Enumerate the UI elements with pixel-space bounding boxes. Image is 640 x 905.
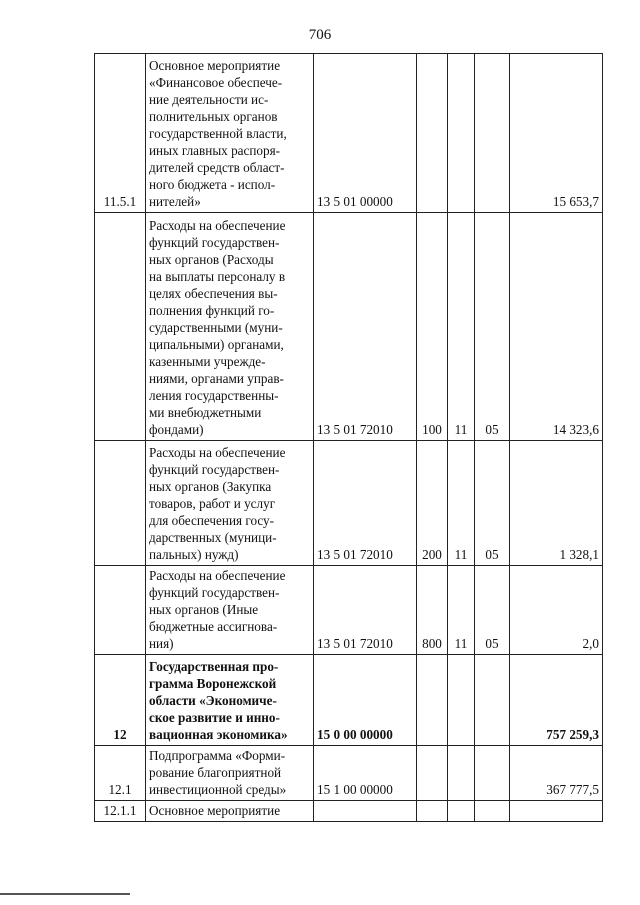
table-row xyxy=(95,746,603,801)
row-name: Основное мероприятие «Финансовое обеспече- ние деятельности ис- полнительных органов государственной власти, иных главных распоря- дителей средств област- ного бюджета - испол- нителей» xyxy=(146,54,314,213)
section-code: 11 xyxy=(448,441,475,566)
row-name: Государственная про- грамма Воронежской области «Экономиче- ское развитие и инно- вационная экономика» xyxy=(146,655,314,746)
table-row xyxy=(95,655,603,746)
target-article-code: 15 1 00 00000 xyxy=(314,746,417,801)
row-number xyxy=(95,213,146,441)
row-name: Расходы на обеспечение функций государствен- ных органов (Иные бюджетные ассигнова- ния) xyxy=(146,566,314,655)
target-article-code xyxy=(314,801,417,822)
section-code xyxy=(448,746,475,801)
target-article-code: 13 5 01 00000 xyxy=(314,54,417,213)
target-article-code: 13 5 01 72010 xyxy=(314,213,417,441)
expense-type: 200 xyxy=(417,441,448,566)
target-article-code: 13 5 01 72010 xyxy=(314,566,417,655)
section-code: 11 xyxy=(448,566,475,655)
row-name: Основное мероприятие xyxy=(146,801,314,822)
row-name: Расходы на обеспечение функций государствен- ных органов (Закупка товаров, работ и услуг для обеспечения госу- дарственных (муници- пальных) нужд) xyxy=(146,441,314,566)
section-code: 11 xyxy=(448,213,475,441)
section-code xyxy=(448,801,475,822)
budget-table xyxy=(94,53,603,822)
subsection-code xyxy=(475,746,510,801)
subsection-code xyxy=(475,655,510,746)
expense-type xyxy=(417,746,448,801)
subsection-code: 05 xyxy=(475,566,510,655)
subsection-code xyxy=(475,801,510,822)
expense-type xyxy=(417,54,448,213)
row-number: 12.1 xyxy=(95,746,146,801)
row-number: 12.1.1 xyxy=(95,801,146,822)
amount: 2,0 xyxy=(510,566,603,655)
expense-type xyxy=(417,655,448,746)
scan-edge-mark xyxy=(0,893,130,895)
table-row xyxy=(95,801,603,822)
page-number: 706 xyxy=(308,27,332,43)
row-number xyxy=(95,441,146,566)
expense-type: 800 xyxy=(417,566,448,655)
section-code xyxy=(448,655,475,746)
budget-table-body xyxy=(95,54,603,822)
row-name: Подпрограмма «Форми- рование благоприятной инвестиционной среды» xyxy=(146,746,314,801)
section-code xyxy=(448,54,475,213)
table-row xyxy=(95,566,603,655)
amount: 1 328,1 xyxy=(510,441,603,566)
amount: 14 323,6 xyxy=(510,213,603,441)
target-article-code: 13 5 01 72010 xyxy=(314,441,417,566)
row-number: 12 xyxy=(95,655,146,746)
subsection-code xyxy=(475,54,510,213)
amount: 367 777,5 xyxy=(510,746,603,801)
amount xyxy=(510,801,603,822)
expense-type: 100 xyxy=(417,213,448,441)
row-name: Расходы на обеспечение функций государствен- ных органов (Расходы на выплаты персоналу в целях обеспечения вы- полнения функций го- сударственными (муни- ципальными) органами, казенными учрежде- ниями, органами управ- ления государственны- ми внебюджетными фондами) xyxy=(146,213,314,441)
subsection-code: 05 xyxy=(475,213,510,441)
expense-type xyxy=(417,801,448,822)
target-article-code: 15 0 00 00000 xyxy=(314,655,417,746)
subsection-code: 05 xyxy=(475,441,510,566)
row-number xyxy=(95,566,146,655)
amount: 757 259,3 xyxy=(510,655,603,746)
table-row xyxy=(95,213,603,441)
amount: 15 653,7 xyxy=(510,54,603,213)
row-number: 11.5.1 xyxy=(95,54,146,213)
table-row xyxy=(95,54,603,213)
table-row xyxy=(95,441,603,566)
